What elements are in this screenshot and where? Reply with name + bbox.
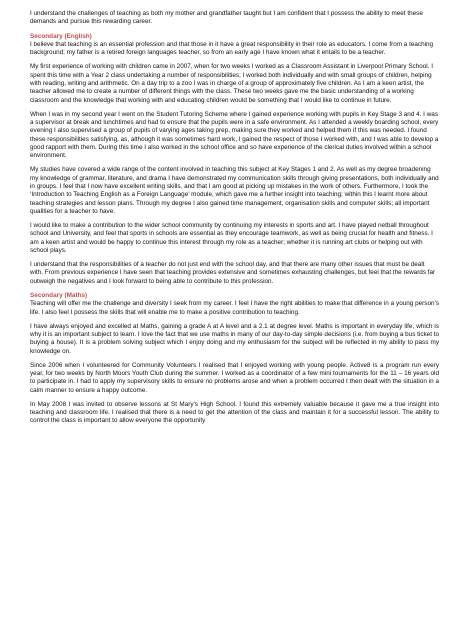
maths-paragraph-3: Since 2006 when I volunteered for Community Volunteers I realised that I enjoyed working with young people. Active8 is a program run every year, for two weeks by North Moors Youth Club during the summer. I worked as a coordinator of a few mini tournaments for the 11 – 16 years old to participate in. I had to apply my supervisory skills to ensure no problems arose and when a problem occurred I then dealt with the situation in a calm manner to ensure a happy outcome.: [30, 361, 439, 394]
english-paragraph-4: My studies have covered a wide range of the content involved in teaching this subject at Key Stages 1 and 2. As well as my degree broadening my knowledge of grammar, literature, and drama I have demonstrated my communication skills through giving presentations, both individually and in groups. I feel that I now have excellent writing skills, and that I am good at picking up mistakes in the work of others. Furthermore, I took the ‘Introduction to Teaching English as a Foreign Language’ module, which gave me a further insight into teaching; within this I learnt more about teaching strategies and lesson plans. Through my degree I also gained time management, organisation skills and computer skills; all important qualities for a teacher to have.: [30, 166, 439, 215]
section-heading-english: Secondary (English): [30, 32, 92, 40]
maths-paragraph-1: Teaching will offer me the challenge and diversity I seek from my career. I feel I have the right abilities to make that difference in a young person’s life. I also feel I possess the skills that will enable me to make a positive contribution to teaching.: [30, 300, 439, 316]
english-paragraph-2: My first experience of working with children came in 2007, when for two weeks I worked as a Classroom Assistant in Liverpool Primary School. I spent this time with a Year 2 class undertaking a number of responsibilities; I worked both individually and with small groups of children, helping with reading, writing and arithmetic. On a day trip to a zoo I was in charge of a group of approximately five children. As I am a keen artist, the teacher allowed me to create a number of different things with the class. These two weeks gave me the basic understanding of a working classroom and the knowledge that working with and educating children would be something that I would like to continue in future.: [30, 63, 433, 104]
english-paragraph-1: I believe that teaching is an essential profession and that those in it have a great responsibility in their role as educators. I come from a teaching background; my father is a retired foreign languages teacher, so from an early age I have known what it entails to be a teacher.: [30, 41, 434, 57]
english-paragraph-3: When I was in my second year I went on the Student Tutoring Scheme where I gained experience working with pupils in Key Stage 3 and 4. I was a supervisor at break and lunchtimes and had to ensure that the pupils were in a safe environment. As I attended a weekly boarding school, every evening I also supervised a group of pupils of varying ages taking prep, making sure they worked and helped them if this was needed. I found these responsibilities satisfying, as, although it was sometimes hard work, I gained the respect of those I worked with, and I was able to develop a good rapport with them. During this time I also worked in the school office and so have experience of the clerical duties involved within a school environment.: [30, 110, 439, 160]
section-heading-maths: Secondary (Maths): [30, 291, 88, 299]
maths-paragraph-2: I have always enjoyed and excelled at Maths, gaining a grade A at A level and a 2.1 at degree level. Maths is important in everyday life, which is why it is an important subject to learn. I love the fact that we use maths in many of our day-to-day simple decisions (i.e. from buying a bus ticket to buying a house). It is a problem solving subject which I enjoy doing and my enthusiasm for the subject will be reflected in my ability to pass my knowledge on.: [30, 322, 440, 355]
english-paragraph-6: I understand that the responsibilities of a teacher do not just end with the school day, and that there are many other issues that must be dealt with. From previous experience I have seen that teaching provides extensive and sometimes exhausting challenges, but feel that the rewards far outweigh the negatives and I look forward to being able to contribute to this profession.: [30, 260, 436, 285]
intro-paragraph: I understand the challenges of teaching as both my mother and grandfather taught but I am confident that I possess the ability to meet these demands and pursue this rewarding career.: [30, 10, 423, 26]
english-paragraph-5: I would like to make a contribution to the wider school community by continuing my interests in sports and art. I have played netball throughout school and University, and feel that sports in schools are essential as they encourage teamwork, as well as being crucial for health and fitness. I am a keen artist and would be happy to continue this interest through my role as a teacher; whether it is running art clubs or helping out with school plays.: [30, 221, 433, 254]
maths-paragraph-4: In May 2008 I was invited to observe lessons at St Mary’s High School. I found this extremely valuable because it gave me a true insight into teaching and classroom life. I realised that there is a need to get the attention of the class and maintain it for a successful lesson. The ability to control the class is important to allow everyone the opportunity: [30, 400, 439, 425]
